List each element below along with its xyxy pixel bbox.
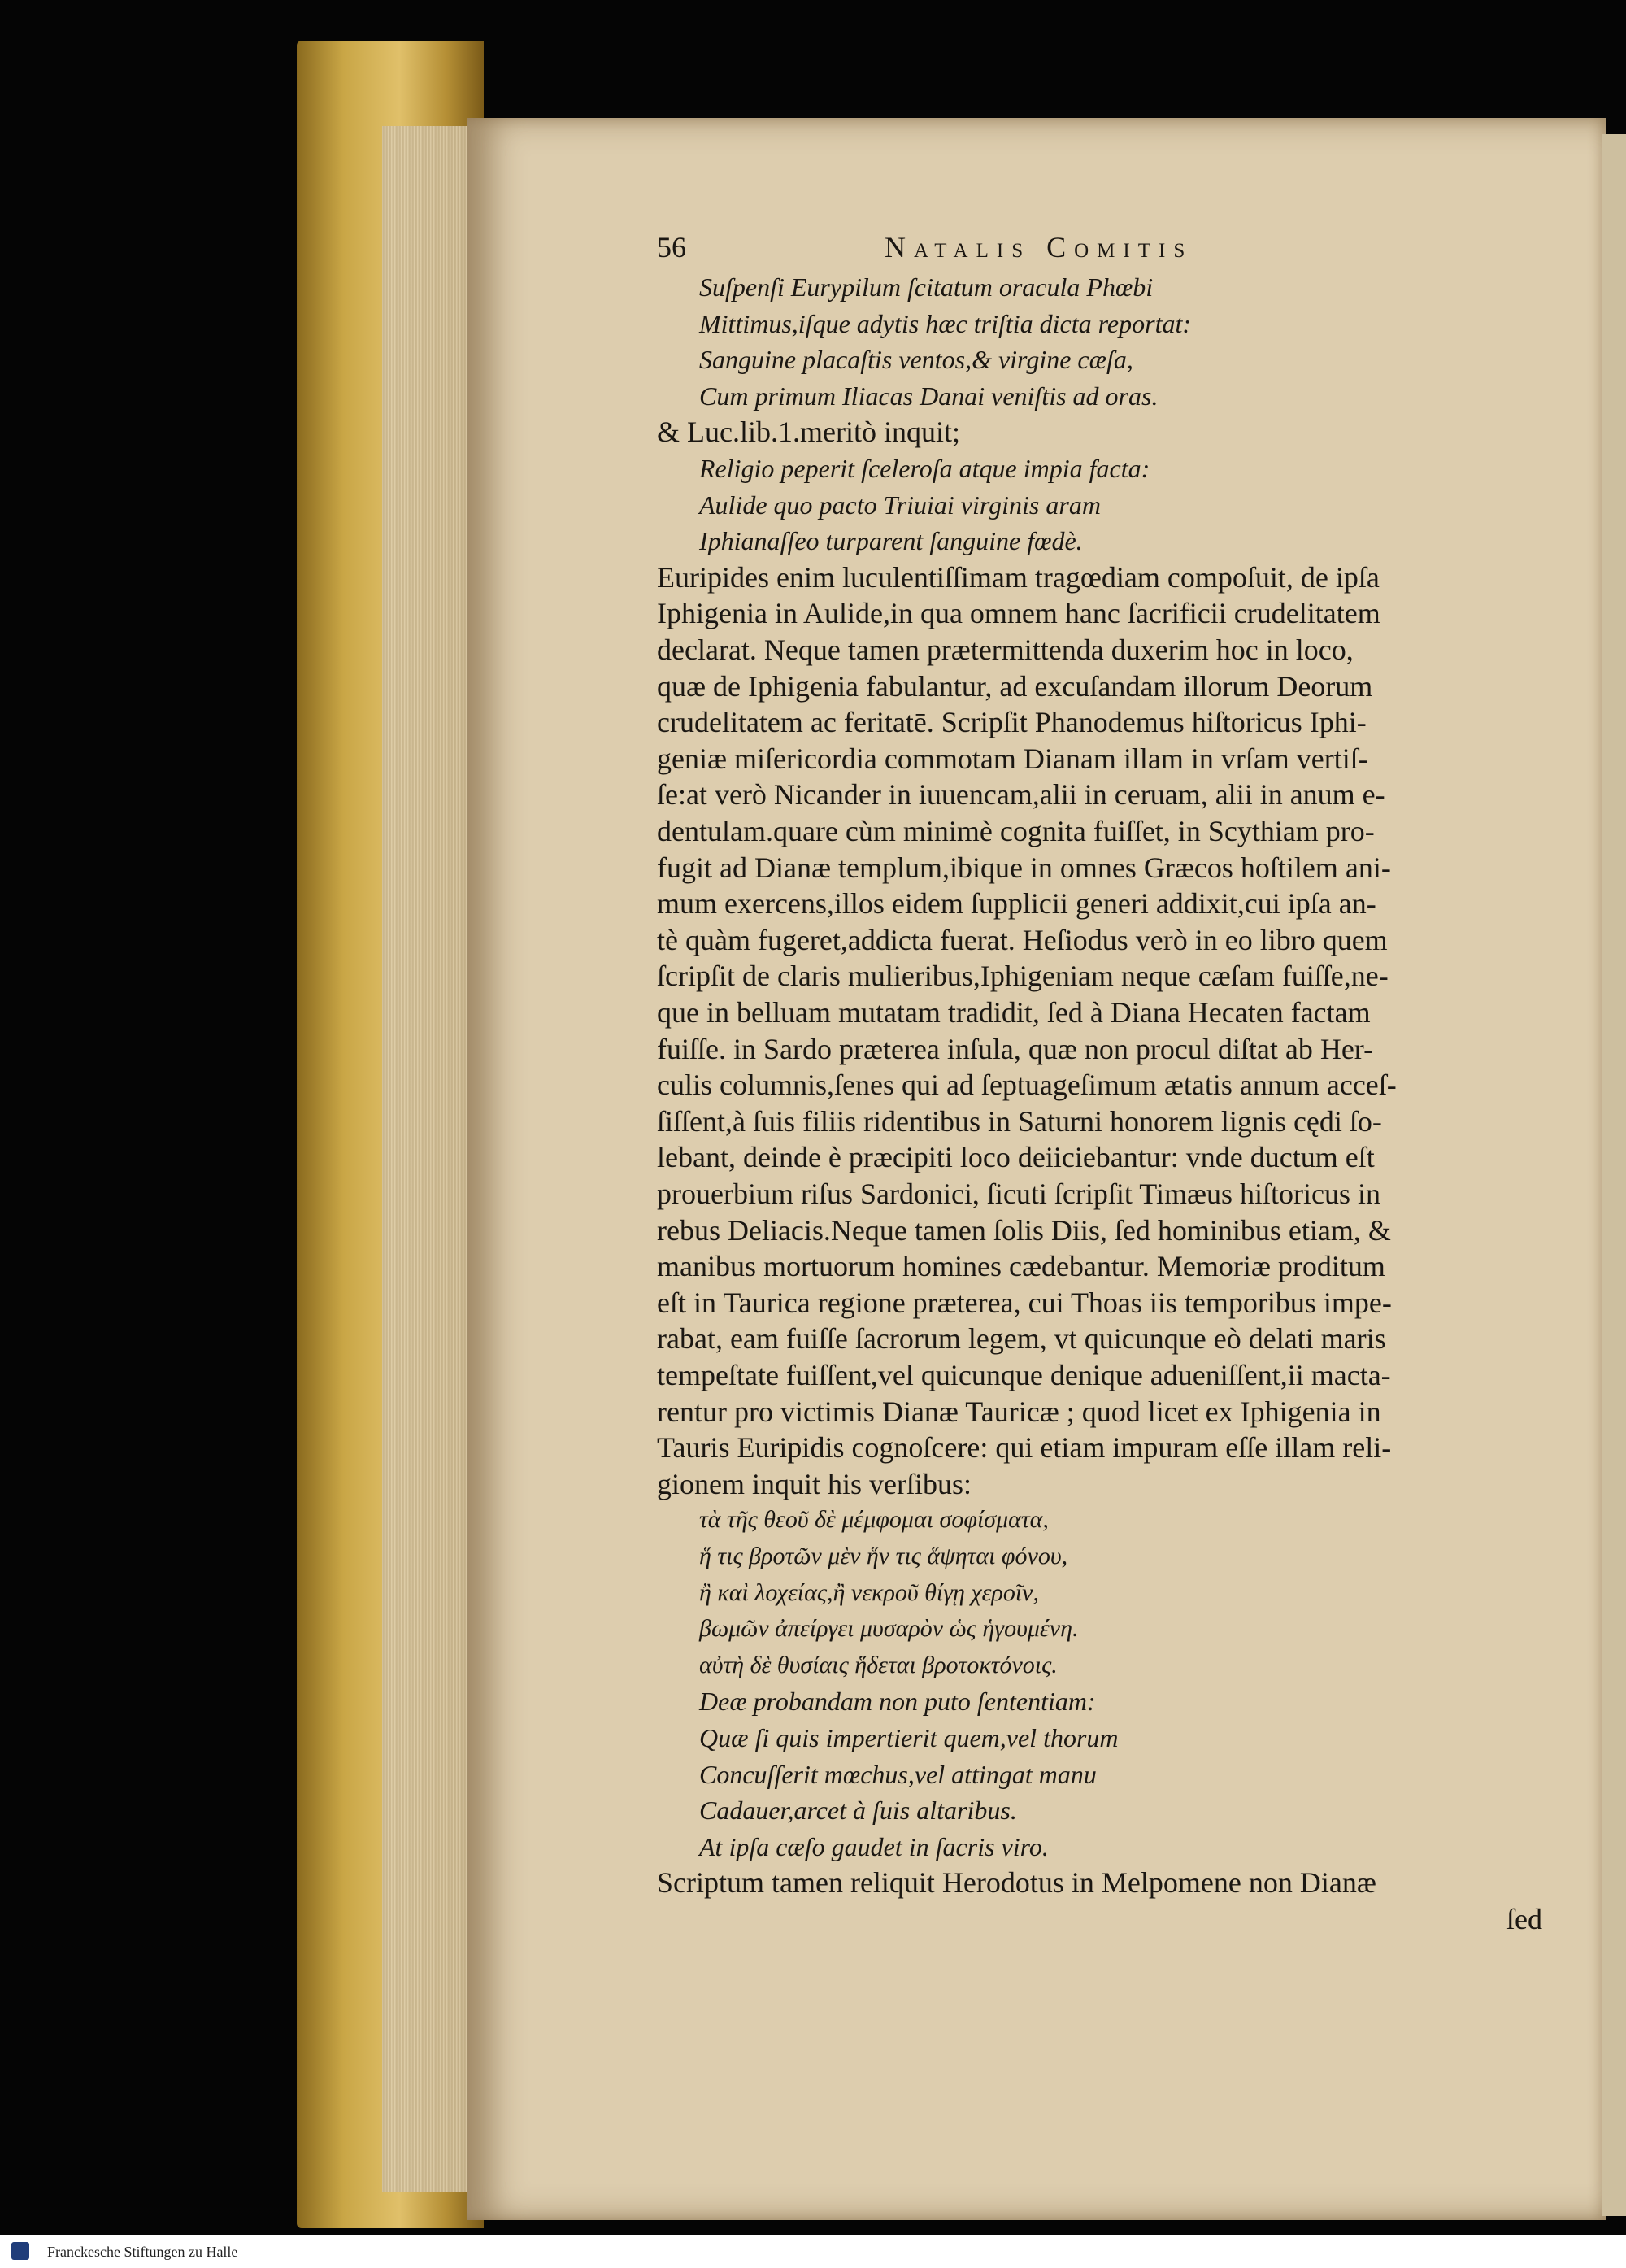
text-line: Iphigenia in Aulide,in qua omnem hanc ſacrificii crudelitatem (657, 597, 1380, 630)
text-line: Tauris Euripidis cognoſcere: qui etiam impuram eſſe illam reli- (657, 1431, 1392, 1465)
facing-page-edge (1602, 134, 1626, 2216)
text-line: mum exercens,illos eidem ſupplicii generi addixit,cui ipſa an- (657, 887, 1376, 921)
greek-verse-line: βωμῶν ἀπείργει μυσαρὸν ὡς ἡγουμένη. (699, 1615, 1079, 1643)
footer-label: Franckesche Stiftungen zu Halle (47, 2244, 238, 2260)
text-line: ſe:at verò Nicander in iuuencam,alii in ceruam, alii in anum e- (657, 778, 1385, 812)
page-edges (382, 126, 472, 2192)
text-line: declarat. Neque tamen prætermittenda duxerim hoc in loco, (657, 633, 1354, 666)
text-line: rabat, eam fuiſſe ſacrorum legem, vt quicunque eò delati maris (657, 1322, 1386, 1356)
verse-line: Deæ probandam non puto ſententiam: (699, 1687, 1096, 1717)
text-line: ſcripſit de claris mulieribus,Iphigeniam neque cæſam fuiſſe,ne- (657, 960, 1389, 993)
text-line: rebus Deliacis.Neque tamen ſolis Diis, ſed hominibus etiam, & (657, 1213, 1391, 1247)
text-line: tè quàm fugeret,addicta fuerat. Heſiodus verò in eo libro quem (657, 923, 1388, 956)
verse-line: Concuſſerit mœchus,vel attingat manu (699, 1759, 1097, 1789)
greek-verse-line: ἥ τις βροτῶν μὲν ἥν τις ἅψηται φόνου, (699, 1543, 1068, 1569)
text-line: que in belluam mutatam tradidit, ſed à Diana Hecaten factam (657, 996, 1371, 1029)
text-line: ſed (1506, 1903, 1542, 1935)
text-line: manibus mortuorum homines cædebantur. Memoriæ proditum (657, 1250, 1385, 1283)
verse-line: Religio peperit ſceleroſa atque impia facta: (699, 454, 1150, 483)
text-line: fugit ad Dianæ templum,ibique in omnes Græcos hoſtilem ani- (657, 851, 1391, 884)
greek-verse-line: ἢ καὶ λοχείας,ἢ νεκροῦ θίγῃ χεροῖν, (699, 1578, 1039, 1606)
page-number: 56 (657, 231, 686, 263)
footer-bar (0, 2235, 1626, 2268)
greek-verse-line: τὰ τῆς θεοῦ δὲ μέμφομαι σοφίσματα, (699, 1506, 1049, 1534)
text-line: ſiſſent,à ſuis filiis ridentibus in Saturni honorem lignis cędi ſo- (657, 1104, 1382, 1138)
verse-line: At ipſa cæſo gaudet in ſacris viro. (699, 1831, 1049, 1861)
text-line: gionem inquit his verſibus: (657, 1467, 972, 1500)
text-line: & Luc.lib.1.meritò inquit; (657, 416, 960, 449)
text-line: Scriptum tamen reliquit Herodotus in Melpomene non Dianæ (657, 1866, 1376, 1900)
greek-verse-line: αὐτὴ δὲ θυσίαις ἥδεται βροτοκτόνοις. (699, 1651, 1058, 1678)
text-line: crudelitatem ac feritatē. Scripſit Phanodemus hiſtoricus Iphi- (657, 706, 1367, 739)
text-line: lebant, deinde è præcipiti loco deiiciebantur: vnde ductum eſt (657, 1141, 1375, 1174)
verse-line: Suſpenſi Eurypilum ſcitatum oracula Phœbi (699, 272, 1154, 302)
verse-line: Mittimus,iſque adytis hæc triſtia dicta reportat: (699, 308, 1191, 338)
text-line: eſt in Taurica regione præterea, cui Thoas iis temporibus impe- (657, 1286, 1392, 1319)
verse-line: Cadauer,arcet à ſuis altaribus. (699, 1796, 1017, 1826)
text-line: tempeſtate fuiſſent,vel quicunque denique adueniſſent,ii macta- (657, 1359, 1391, 1391)
running-header (657, 230, 1299, 271)
running-head-title: Natalis Comitis (885, 231, 1193, 263)
text-line: rentur pro victimis Dianæ Tauricæ ; quod licet ex Iphigenia in (657, 1395, 1381, 1428)
text-line: prouerbium riſus Sardonici, ſicuti ſcripſit Timæus hiſtoricus in (657, 1178, 1380, 1210)
text-line: culis columnis,ſenes qui ad ſeptuageſimum ætatis annum acceſ- (657, 1069, 1397, 1102)
verse-line: Iphianaſſeo turparent ſanguine fœdè. (699, 526, 1083, 556)
text-line: quæ de Iphigenia fabulantur, ad excuſandam illorum Deorum (657, 669, 1373, 703)
verse-line: Aulide quo pacto Triuiai virginis aram (699, 490, 1101, 520)
text-line: dentulam.quare cùm minimè cognita fuiſſet, in Scythiam pro- (657, 815, 1375, 847)
text-line: geniæ miſericordia commotam Dianam illam in vrſam vertiſ- (657, 742, 1368, 775)
verse-line: Cum primum Iliacas Danai veniſtis ad oras. (699, 381, 1159, 411)
verse-line: Quæ ſi quis impertierit quem,vel thorum (699, 1723, 1119, 1752)
institution-logo-icon (11, 2242, 29, 2260)
verse-line: Sanguine placaſtis ventos,& virgine cæſa, (699, 345, 1133, 375)
text-line: Euripides enim luculentiſſimam tragœdiam compoſuit, de ipſa (657, 560, 1380, 594)
text-line: fuiſſe. in Sardo præterea inſula, quæ non procul diſtat ab Her- (657, 1032, 1374, 1065)
